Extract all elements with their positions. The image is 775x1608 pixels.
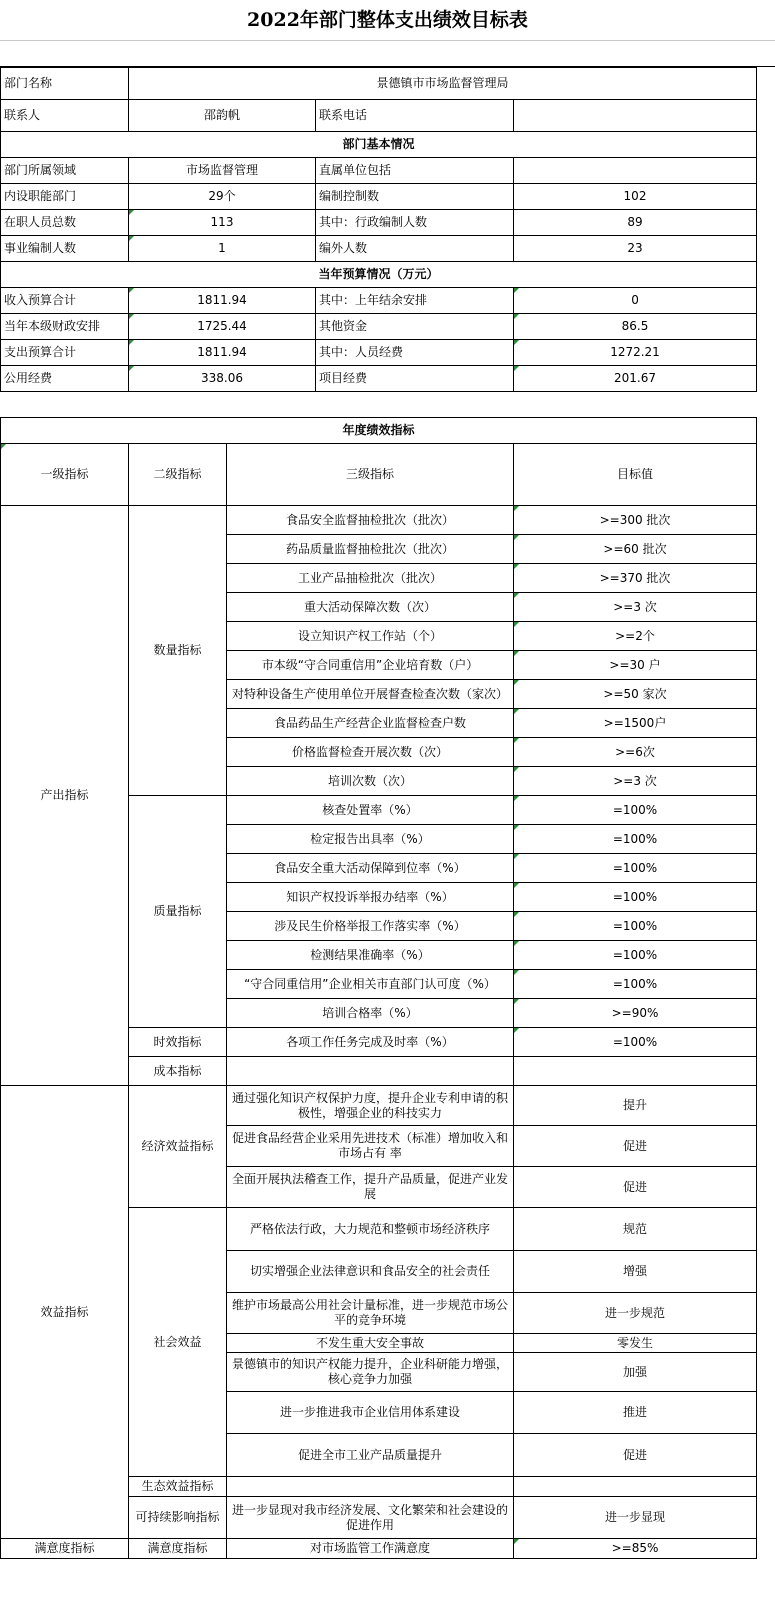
budget-row-value: 1811.94 xyxy=(129,340,316,366)
indicator-target: 增强 xyxy=(514,1251,757,1293)
basic-row-label: 内设职能部门 xyxy=(1,184,129,210)
budget-row-label: 收入预算合计 xyxy=(1,288,129,314)
blank-row xyxy=(1,392,757,418)
basic-row xyxy=(1,158,757,184)
header-level2: 二级指标 xyxy=(129,444,227,506)
indicator-target: 进一步规范 xyxy=(514,1293,757,1334)
page-title: 2022年部门整体支出绩效目标表 xyxy=(0,0,775,41)
basic-row-value: 113 xyxy=(129,210,316,236)
indicator-name: 维护市场最高公用社会计量标准，进一步规范市场公平的竞争环境 xyxy=(227,1293,514,1334)
budget-row-label: 支出预算合计 xyxy=(1,340,129,366)
indicator-name: 切实增强企业法律意识和食品安全的社会责任 xyxy=(227,1251,514,1293)
dept-name-label: 部门名称 xyxy=(1,68,129,100)
level1-output: 产出指标 xyxy=(1,506,129,1086)
indicator-row xyxy=(1,1086,757,1126)
budget-row-label: 当年本级财政安排 xyxy=(1,314,129,340)
section-budget: 当年预算情况（万元） xyxy=(1,262,757,288)
basic-row-label: 在职人员总数 xyxy=(1,210,129,236)
indicator-target: >=60 批次 xyxy=(514,535,757,564)
indicator-target: >=30 户 xyxy=(514,651,757,680)
indicator-name: 食品药品生产经营企业监督检查户数 xyxy=(227,709,514,738)
indicator-target: >=90% xyxy=(514,999,757,1028)
indicator-target: =100% xyxy=(514,912,757,941)
budget-row-value: 338.06 xyxy=(129,366,316,392)
budget-row-value: 86.5 xyxy=(514,314,757,340)
indicator-name: 促进全市工业产品质量提升 xyxy=(227,1434,514,1477)
indicator-name: 进一步推进我市企业信用体系建设 xyxy=(227,1392,514,1434)
indicator-target: =100% xyxy=(514,1028,757,1057)
indicator-name: 设立知识产权工作站（个） xyxy=(227,622,514,651)
section-basic-info: 部门基本情况 xyxy=(1,132,757,158)
indicator-target: >=85% xyxy=(514,1539,757,1559)
performance-target-table xyxy=(0,67,757,1559)
level2-satisfaction: 满意度指标 xyxy=(129,1539,227,1559)
budget-row-label: 公用经费 xyxy=(1,366,129,392)
indicator-name: 市本级“守合同重信用”企业培育数（户） xyxy=(227,651,514,680)
header-level3: 三级指标 xyxy=(227,444,514,506)
indicator-name: 食品安全重大活动保障到位率（%） xyxy=(227,854,514,883)
basic-row xyxy=(1,210,757,236)
level1-satisfaction: 满意度指标 xyxy=(1,1539,129,1559)
indicator-target: >=50 家次 xyxy=(514,680,757,709)
indicator-target: 促进 xyxy=(514,1167,757,1208)
indicator-row xyxy=(1,506,757,535)
indicator-name: 药品质量监督抽检批次（批次） xyxy=(227,535,514,564)
level1-benefit: 效益指标 xyxy=(1,1086,129,1539)
indicator-name xyxy=(227,1477,514,1497)
basic-row-value: 23 xyxy=(514,236,757,262)
indicator-name: 知识产权投诉举报办结率（%） xyxy=(227,883,514,912)
indicator-target: 规范 xyxy=(514,1208,757,1251)
budget-row-value: 1725.44 xyxy=(129,314,316,340)
indicator-target: >=3 次 xyxy=(514,767,757,796)
basic-row-label: 其中：行政编制人数 xyxy=(316,210,514,236)
indicator-target: 促进 xyxy=(514,1126,757,1167)
indicator-target: =100% xyxy=(514,883,757,912)
indicator-name: “守合同重信用”企业相关市直部门认可度（%） xyxy=(227,970,514,999)
header-target: 目标值 xyxy=(514,444,757,506)
title-spacer xyxy=(0,41,775,67)
indicator-name: 价格监督检查开展次数（次） xyxy=(227,738,514,767)
indicator-row xyxy=(1,1539,757,1559)
basic-row-value: 1 xyxy=(129,236,316,262)
budget-row-label: 其中：人员经费 xyxy=(316,340,514,366)
contact-row xyxy=(1,100,757,132)
indicator-name xyxy=(227,1057,514,1086)
indicator-target: 推进 xyxy=(514,1392,757,1434)
budget-row xyxy=(1,288,757,314)
indicator-name: 景德镇市的知识产权能力提升，企业科研能力增强，核心竞争力加强 xyxy=(227,1353,514,1392)
indicator-target: 进一步显现 xyxy=(514,1497,757,1539)
indicator-target: 提升 xyxy=(514,1086,757,1126)
indicator-target: 加强 xyxy=(514,1353,757,1392)
level2-social: 社会效益 xyxy=(129,1208,227,1477)
indicator-target: 零发生 xyxy=(514,1334,757,1353)
basic-row-label: 直属单位包括 xyxy=(316,158,514,184)
indicator-name: 对特种设备生产使用单位开展督查检查次数（家次） xyxy=(227,680,514,709)
indicator-target: =100% xyxy=(514,825,757,854)
indicator-target: >=370 批次 xyxy=(514,564,757,593)
header-level1: 一级指标 xyxy=(1,444,129,506)
budget-row xyxy=(1,366,757,392)
basic-row xyxy=(1,236,757,262)
basic-row-value: 市场监督管理 xyxy=(129,158,316,184)
indicator-target: >=1500户 xyxy=(514,709,757,738)
indicator-name: 食品安全监督抽检批次（批次） xyxy=(227,506,514,535)
level2-quantity: 数量指标 xyxy=(129,506,227,796)
dept-name-row xyxy=(1,68,757,100)
indicator-name: 进一步显现对我市经济发展、文化繁荣和社会建设的促进作用 xyxy=(227,1497,514,1539)
indicator-name: 全面开展执法稽查工作，提升产品质量，促进产业发展 xyxy=(227,1167,514,1208)
budget-row-label: 项目经费 xyxy=(316,366,514,392)
budget-row-label: 其中：上年结余安排 xyxy=(316,288,514,314)
budget-row-value: 1272.21 xyxy=(514,340,757,366)
indicator-name: 工业产品抽检批次（批次） xyxy=(227,564,514,593)
basic-row-value xyxy=(514,158,757,184)
indicator-name: 核查处置率（%） xyxy=(227,796,514,825)
contact-value: 邵韵帆 xyxy=(129,100,316,132)
indicator-target: >=3 次 xyxy=(514,593,757,622)
performance-header-row xyxy=(1,444,757,506)
section-performance: 年度绩效指标 xyxy=(1,418,757,444)
level2-sustainable: 可持续影响指标 xyxy=(129,1497,227,1539)
indicator-target xyxy=(514,1477,757,1497)
phone-value xyxy=(514,100,757,132)
indicator-name: 检测结果准确率（%） xyxy=(227,941,514,970)
basic-row-label: 编外人数 xyxy=(316,236,514,262)
budget-row-value: 0 xyxy=(514,288,757,314)
indicator-name: 严格依法行政，大力规范和整顿市场经济秩序 xyxy=(227,1208,514,1251)
indicator-target: =100% xyxy=(514,796,757,825)
indicator-name: 促进食品经营企业采用先进技术（标准）增加收入和市场占有 率 xyxy=(227,1126,514,1167)
indicator-name: 重大活动保障次数（次） xyxy=(227,593,514,622)
indicator-name: 培训次数（次） xyxy=(227,767,514,796)
level2-cost: 成本指标 xyxy=(129,1057,227,1086)
level2-timeliness: 时效指标 xyxy=(129,1028,227,1057)
budget-row xyxy=(1,340,757,366)
indicator-target: =100% xyxy=(514,854,757,883)
basic-row-value: 29个 xyxy=(129,184,316,210)
indicator-target: >=6次 xyxy=(514,738,757,767)
indicator-name: 各项工作任务完成及时率（%） xyxy=(227,1028,514,1057)
basic-row-label: 事业编制人数 xyxy=(1,236,129,262)
budget-row xyxy=(1,314,757,340)
phone-label: 联系电话 xyxy=(316,100,514,132)
indicator-target: >=300 批次 xyxy=(514,506,757,535)
indicator-name: 不发生重大安全事故 xyxy=(227,1334,514,1353)
level2-ecological: 生态效益指标 xyxy=(129,1477,227,1497)
basic-row-label: 编制控制数 xyxy=(316,184,514,210)
indicator-target: =100% xyxy=(514,941,757,970)
level2-quality: 质量指标 xyxy=(129,796,227,1028)
dept-name-value: 景德镇市市场监督管理局 xyxy=(129,68,757,100)
indicator-name: 涉及民生价格举报工作落实率（%） xyxy=(227,912,514,941)
indicator-target: 促进 xyxy=(514,1434,757,1477)
indicator-name: 通过强化知识产权保护力度，提升企业专利申请的积极性，增强企业的科技实力 xyxy=(227,1086,514,1126)
basic-row xyxy=(1,184,757,210)
contact-label: 联系人 xyxy=(1,100,129,132)
budget-row-value: 1811.94 xyxy=(129,288,316,314)
indicator-target: >=2个 xyxy=(514,622,757,651)
indicator-name: 培训合格率（%） xyxy=(227,999,514,1028)
budget-row-label: 其他资金 xyxy=(316,314,514,340)
indicator-name: 对市场监管工作满意度 xyxy=(227,1539,514,1559)
indicator-name: 检定报告出具率（%） xyxy=(227,825,514,854)
level2-economic: 经济效益指标 xyxy=(129,1086,227,1208)
budget-row-value: 201.67 xyxy=(514,366,757,392)
basic-row-label: 部门所属领域 xyxy=(1,158,129,184)
indicator-target: =100% xyxy=(514,970,757,999)
indicator-target xyxy=(514,1057,757,1086)
basic-row-value: 102 xyxy=(514,184,757,210)
basic-row-value: 89 xyxy=(514,210,757,236)
